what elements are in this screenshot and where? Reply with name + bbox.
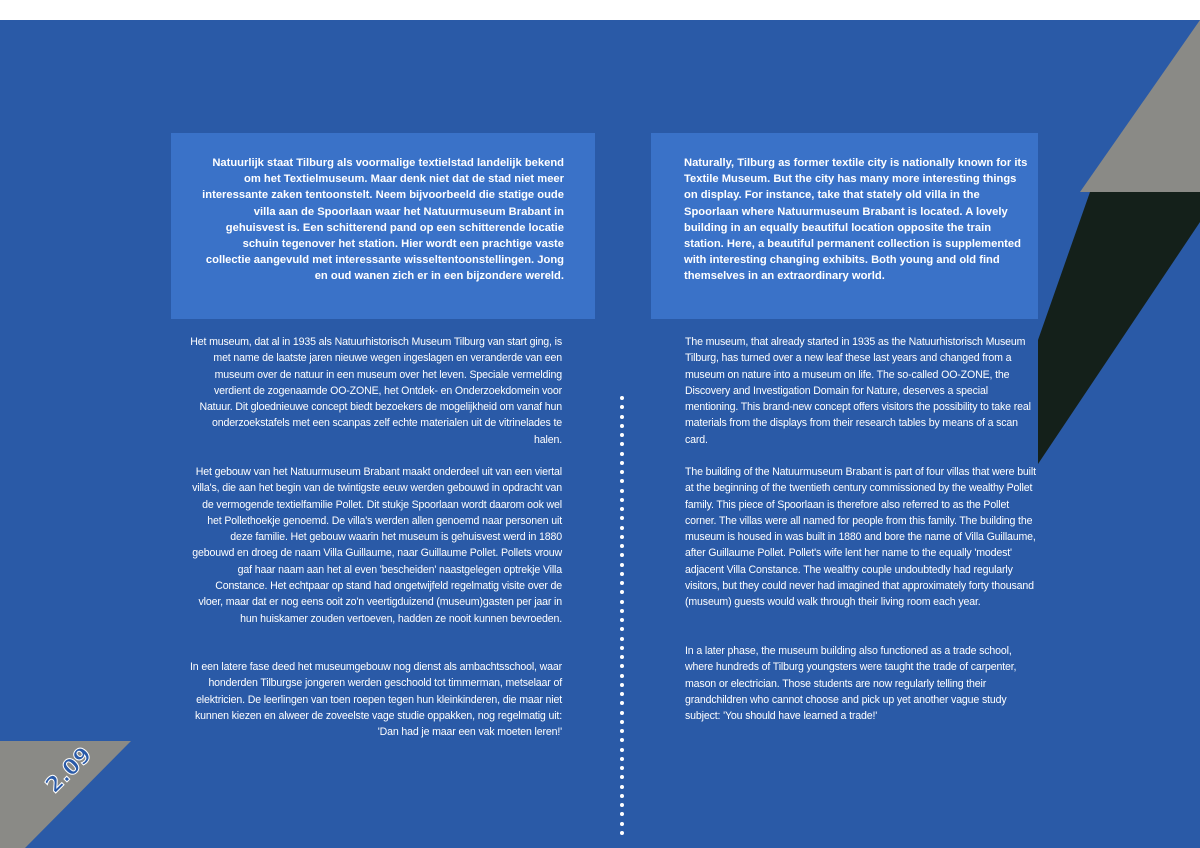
intro-text-english: Naturally, Tilburg as former textile city is nationally known for its Textile Museum. But the city has many more interesting things on display. For instance, take that stately old villa in the Spoorlaan where Natuurmuseum Brabant is located. A lovely building in an equally beautiful location opposite the train station. Here, a beautiful permanent collection is supplemented with interesting changing exhibits. Both young and old find themselves in an extraordinary world. <box>684 157 1028 283</box>
divider-dot <box>620 803 624 807</box>
divider-dot <box>620 581 624 585</box>
divider-dot <box>620 498 624 502</box>
divider-dot <box>620 794 624 798</box>
divider-dot <box>620 563 624 567</box>
intro-box-english <box>651 133 1038 319</box>
intro-box-dutch <box>171 133 595 319</box>
divider-dot <box>620 674 624 678</box>
page-spread <box>0 20 1200 848</box>
divider-dot <box>620 433 624 437</box>
divider-dot <box>620 544 624 548</box>
page-number: 2.09 <box>41 742 98 799</box>
divider-dot <box>620 822 624 826</box>
divider-dot <box>620 600 624 604</box>
paragraph-dutch-3: In een latere fase deed het museumgebouw nog dienst als ambachtsschool, waar honderden Tilburgse jongeren werden geschoold tot timmerman, metselaar of elektricien. De leerlingen van toen roepen tegen hun kleinkinderen, die maar niet kunnen kiezen en alweer de zoveelste vage studie oppakken, nog regelmatig uit: 'Dan had je maar een vak moeten leren!' <box>190 661 562 739</box>
divider-dot <box>620 646 624 650</box>
divider-dot <box>620 692 624 696</box>
divider-dot <box>620 572 624 576</box>
divider-dot <box>620 785 624 789</box>
photo-diagonal-stripe <box>1038 192 1200 464</box>
divider-dot <box>620 424 624 428</box>
divider-dot <box>620 637 624 641</box>
divider-dot <box>620 609 624 613</box>
paragraph-dutch-2: Het gebouw van het Natuurmuseum Brabant maakt onderdeel uit van een viertal villa's, die aan het begin van de twintigste eeuw werden gebouwd in opdracht van de vermogende textielfamilie Pollet. Dit stukje Spoorlaan wordt daarom ook wel het Pollethoekje genoemd. De villa's werden allen genoemd naar personen uit deze familie. Het gebouw waarin het museum is gehuisvest werd in 1880 gebouwd en droeg de naam Villa Guillaume, naar Guillaume Pollet. Pollets vrouw gaf haar naam aan het al even 'bescheiden' naastgelegen optrekje Villa Constance. Het echtpaar op stand had ongetwijfeld regelmatig visite over de vloer, maar dat er nog eens ooit zo'n veertigduizend (museum)gasten per jaar in hun huiskamer zouden vertoeven, hadden ze nooit kunnen bevroeden. <box>192 466 562 625</box>
paragraph-english-1: The museum, that already started in 1935 as the Natuurhistorisch Museum Tilburg, has turned over a new leaf these last years and changed from a museum on nature into a museum on life. The so-called OO-ZONE, the Discovery and Investigation Domain for Nature, deserves a special mentioning. This brand-new concept offers visitors the possibility to take real materials from the displays from their research tables by means of a scan card. <box>685 336 1031 446</box>
divider-dot <box>620 748 624 752</box>
divider-dot <box>620 489 624 493</box>
divider-dot <box>620 683 624 687</box>
divider-dot <box>620 526 624 530</box>
divider-dot <box>620 618 624 622</box>
paragraph-english-3: In a later phase, the museum building also functioned as a trade school, where hundreds of Tilburg youngsters were taught the trade of carpenter, mason or electrician. Those students are now regularly telling their grandchildren who cannot choose and pick up yet another vague study subject: 'You should have learned a trade!' <box>685 645 1017 723</box>
divider-dot <box>620 415 624 419</box>
divider-dot <box>620 711 624 715</box>
divider-dot <box>620 729 624 733</box>
divider-dot <box>620 396 624 400</box>
divider-dot <box>620 470 624 474</box>
divider-dot <box>620 831 624 835</box>
divider-dot <box>620 655 624 659</box>
divider-dot <box>620 461 624 465</box>
grey-diagonal-stripe-top <box>1080 20 1200 192</box>
paragraph-dutch-1: Het museum, dat al in 1935 als Natuurhistorisch Museum Tilburg van start ging, is met name de laatste jaren nieuwe wegen ingeslagen en veranderde van een museum over de natuur in een museum over het leven. Speciale vermelding verdient de zogenaamde OO-ZONE, het Ontdek- en Onderzoekdomein voor Natuur. Dit gloednieuwe concept biedt bezoekers de mogelijkheid om vanaf hun onderzoekstafels met een scanpas zelf echte materialen uit de vitrinelades te halen. <box>190 336 562 446</box>
intro-text-dutch: Natuurlijk staat Tilburg als voormalige textielstad landelijk bekend om het Textielmuseum. Maar denk niet dat de stad niet meer interessante zaken tentoonstelt. Neem bijvoorbeeld die statige oude villa aan de Spoorlaan waar het Natuurmuseum Brabant in gehuisvest is. Een schitterend pand op een schitterende locatie schuin tegenover het station. Hier wordt een prachtige vaste collectie aangevuld met interessante wisseltentoonstellingen. Jong en oud wanen zich er in een bijzondere wereld. <box>202 157 564 283</box>
divider-dot <box>620 535 624 539</box>
divider-dot <box>620 507 624 511</box>
divider-dot <box>620 720 624 724</box>
divider-dot <box>620 757 624 761</box>
divider-dot <box>620 766 624 770</box>
divider-dot <box>620 452 624 456</box>
paragraph-english-2: The building of the Natuurmuseum Brabant is part of four villas that were built at the beginning of the twentieth century commissioned by the wealthy Pollet family. This piece of Spoorlaan is therefore also referred to as the Pollet corner. The villas were all named for people from this family. The building the museum is housed in was built in 1880 and bore the name of Villa Guillaume, after Guillaume Pollet. Pollet's wife lent her name to the equally 'modest' adjacent Villa Constance. The wealthy couple undoubtedly had regularly visitors, but they could never had imagined that approximately forty thousand (museum) guests would walk through their living room each year. <box>685 466 1036 609</box>
